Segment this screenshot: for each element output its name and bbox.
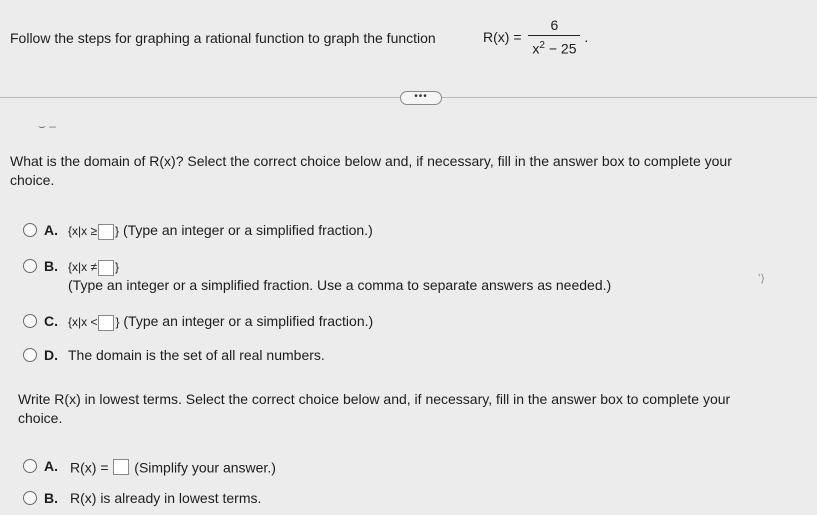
instruction-text: Follow the steps for graphing a rational function to graph the function [10, 30, 436, 46]
option-note: (Type an integer or a simplified fraction.) [123, 313, 374, 329]
set-prefix: {x|x < [68, 315, 98, 330]
function-definition [483, 16, 588, 58]
part1-option-b-letter: B. [44, 258, 58, 274]
function-lhs: R(x) = [483, 28, 522, 45]
part2-option-a-content [70, 457, 276, 476]
part1-option-d-letter: D. [44, 347, 58, 363]
part1-option-a-radio[interactable] [23, 223, 37, 237]
fraction-numerator: 6 [550, 17, 559, 33]
set-prefix: {x|x ≠ [68, 260, 98, 275]
option-lhs: R(x) = [70, 459, 109, 476]
answer-box[interactable] [98, 315, 114, 331]
set-suffix: } [115, 224, 120, 239]
answer-box[interactable] [113, 459, 129, 475]
part1-prompt-line1: What is the domain of R(x)? Select the correct choice below and, if necessary, fill in the answer box to complete your [10, 153, 732, 169]
part2-option-b-radio[interactable] [23, 491, 37, 505]
part1-option-a-content [68, 221, 373, 240]
collapse-marker-icon: ⌣ – [38, 119, 56, 133]
part2-option-a-radio[interactable] [23, 459, 37, 473]
part1-option-a-letter: A. [44, 222, 58, 238]
part2-prompt-line1: Write R(x) in lowest terms. Select the correct choice below and, if necessary, fill in the answer box to complete your [18, 391, 731, 407]
set-notation [68, 313, 119, 331]
part1-option-b-note: (Type an integer or a simplified fraction. Use a comma to separate answers as needed.) [68, 277, 612, 293]
part1-option-c-content [68, 312, 373, 331]
part1-option-b-radio[interactable] [23, 259, 37, 273]
part2-option-b-text: R(x) is already in lowest terms. [70, 490, 262, 506]
part2-prompt-line2: choice. [18, 410, 63, 426]
option-note: (Type an integer or a simplified fraction.) [122, 222, 373, 238]
part1-option-c-radio[interactable] [23, 314, 37, 328]
part1-option-c-letter: C. [44, 313, 58, 329]
function-fraction [528, 16, 580, 58]
part2-option-a-letter: A. [44, 458, 58, 474]
set-notation [68, 258, 119, 276]
denominator-exponent: 2 [539, 40, 545, 51]
fraction-denominator [528, 35, 580, 58]
denominator-rest: − 25 [544, 40, 577, 57]
part2-option-b-letter: B. [44, 490, 58, 506]
stray-mark-icon: ʼ⟩ [758, 273, 765, 285]
option-note: (Simplify your answer.) [134, 459, 276, 476]
answer-box[interactable] [98, 224, 114, 240]
set-prefix: {x|x ≥ [68, 224, 98, 239]
denominator-base: x [532, 40, 540, 57]
more-options-button[interactable]: ••• [400, 91, 442, 105]
part1-option-b-content [68, 257, 119, 276]
part1-prompt-line2: choice. [10, 172, 55, 188]
answer-box[interactable] [98, 260, 114, 276]
set-suffix: } [115, 260, 120, 275]
set-notation [68, 222, 119, 240]
set-suffix: } [115, 315, 120, 330]
part1-option-d-text: The domain is the set of all real numbers. [68, 347, 325, 363]
function-period: . [584, 28, 589, 45]
part1-option-d-radio[interactable] [23, 348, 37, 362]
question-instruction [10, 29, 436, 47]
